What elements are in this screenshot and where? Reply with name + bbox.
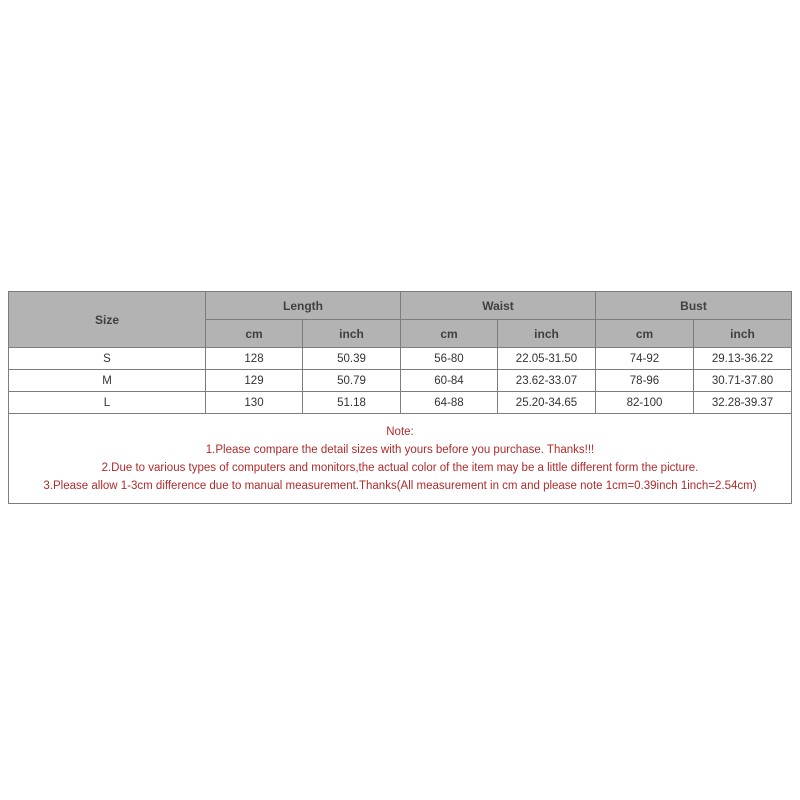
note-cell [9, 414, 792, 504]
bust-header: Bust [596, 292, 792, 320]
value-cell: 78-96 [596, 370, 694, 392]
value-cell: 23.62-33.07 [498, 370, 596, 392]
size-cell: L [9, 392, 206, 414]
unit-header: inch [303, 320, 401, 348]
value-cell: 50.39 [303, 348, 401, 370]
value-cell: 56-80 [401, 348, 498, 370]
note-title: Note: [386, 425, 414, 438]
unit-header: inch [694, 320, 792, 348]
note-line: 3.Please allow 1-3cm difference due to manual measurement.Thanks(All measurement in cm and please note 1cm=0.39inch 1inch=2.54cm) [43, 479, 757, 492]
value-cell: 25.20-34.65 [498, 392, 596, 414]
note-row [9, 414, 792, 504]
size-header: Size [9, 292, 206, 348]
value-cell: 128 [206, 348, 303, 370]
size-table [8, 291, 792, 504]
value-cell: 60-84 [401, 370, 498, 392]
value-cell: 129 [206, 370, 303, 392]
unit-header: cm [206, 320, 303, 348]
length-header: Length [206, 292, 401, 320]
value-cell: 22.05-31.50 [498, 348, 596, 370]
header-row [9, 292, 792, 320]
value-cell: 51.18 [303, 392, 401, 414]
value-cell: 29.13-36.22 [694, 348, 792, 370]
value-cell: 64-88 [401, 392, 498, 414]
note-line: 1.Please compare the detail sizes with yours before you purchase. Thanks!!! [205, 443, 595, 456]
unit-header: cm [401, 320, 498, 348]
value-cell: 74-92 [596, 348, 694, 370]
value-cell: 130 [206, 392, 303, 414]
table-row [9, 370, 792, 392]
size-cell: S [9, 348, 206, 370]
value-cell: 32.28-39.37 [694, 392, 792, 414]
unit-header: cm [596, 320, 694, 348]
table-row [9, 392, 792, 414]
waist-header: Waist [401, 292, 596, 320]
value-cell: 50.79 [303, 370, 401, 392]
note-line: 2.Due to various types of computers and monitors,the actual color of the item may be a little different form the picture. [101, 461, 699, 474]
unit-header: inch [498, 320, 596, 348]
size-chart [8, 291, 791, 504]
size-cell: M [9, 370, 206, 392]
value-cell: 82-100 [596, 392, 694, 414]
table-row [9, 348, 792, 370]
value-cell: 30.71-37.80 [694, 370, 792, 392]
